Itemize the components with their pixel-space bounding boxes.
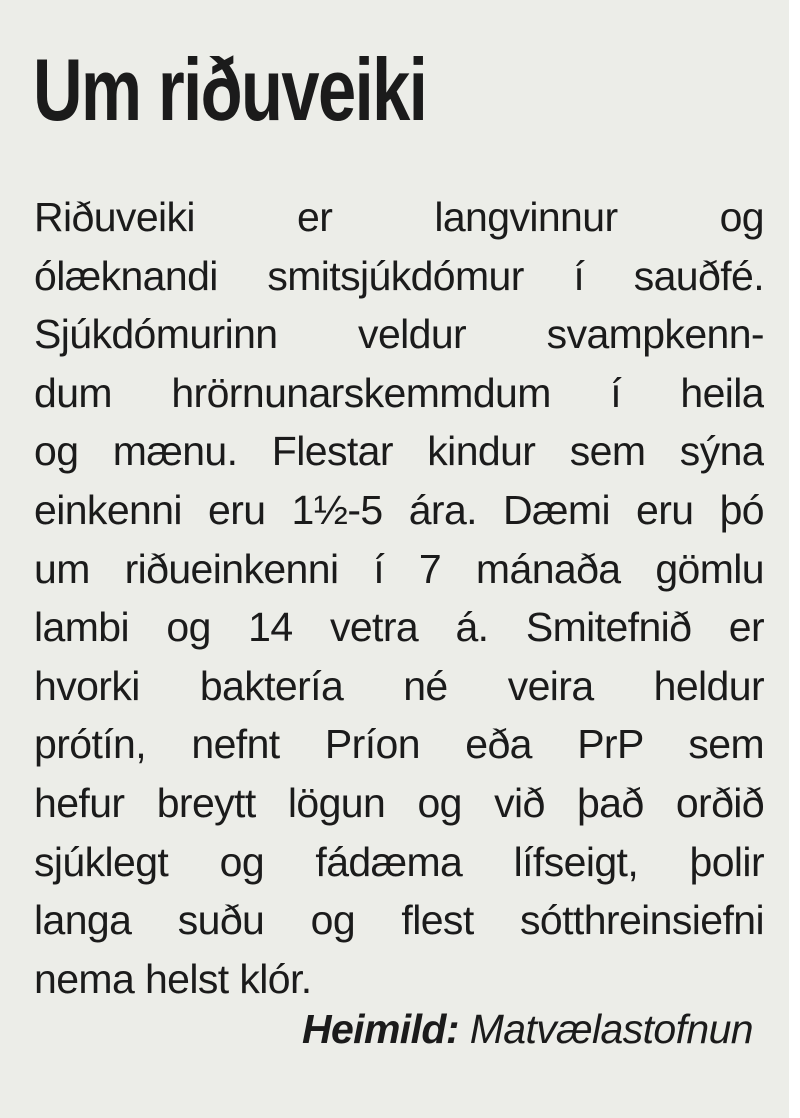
body-line: um riðueinkenni í 7 mánaða gömlu — [34, 545, 764, 592]
body-text — [34, 188, 764, 1008]
body-line: sjúklegt og fádæma lífseigt, þolir — [34, 838, 764, 885]
body-line: dum hrörnunarskemmdum í heila — [34, 369, 764, 416]
source-value: Matvælastofnun — [469, 1006, 753, 1052]
body-line: prótín, nefnt Príon eða PrP sem — [34, 721, 764, 768]
body-line: Sjúkdómurinn veldur svampkenn- — [34, 311, 764, 358]
body-line: og mænu. Flestar kindur sem sýna — [34, 428, 764, 475]
body-line: hefur breytt lögun og við það orðið — [34, 779, 764, 826]
body-line: langa suðu og flest sótthreinsiefni — [34, 897, 764, 944]
box-title: Um riðuveiki — [33, 40, 427, 139]
source-credit — [302, 1000, 753, 1058]
body-line: Riðuveiki er langvinnur og — [34, 194, 764, 240]
body-line: hvorki baktería né veira heldur — [34, 662, 764, 709]
body-line: einkenni eru 1½-5 ára. Dæmi eru þó — [34, 486, 764, 533]
body-line: lambi og 14 vetra á. Smitefnið er — [34, 604, 764, 651]
body-line: nema helst klór. — [34, 955, 312, 1002]
source-label: Heimild: — [301, 1006, 459, 1052]
body-line: ólæknandi smitsjúkdómur í sauðfé. — [34, 252, 764, 299]
